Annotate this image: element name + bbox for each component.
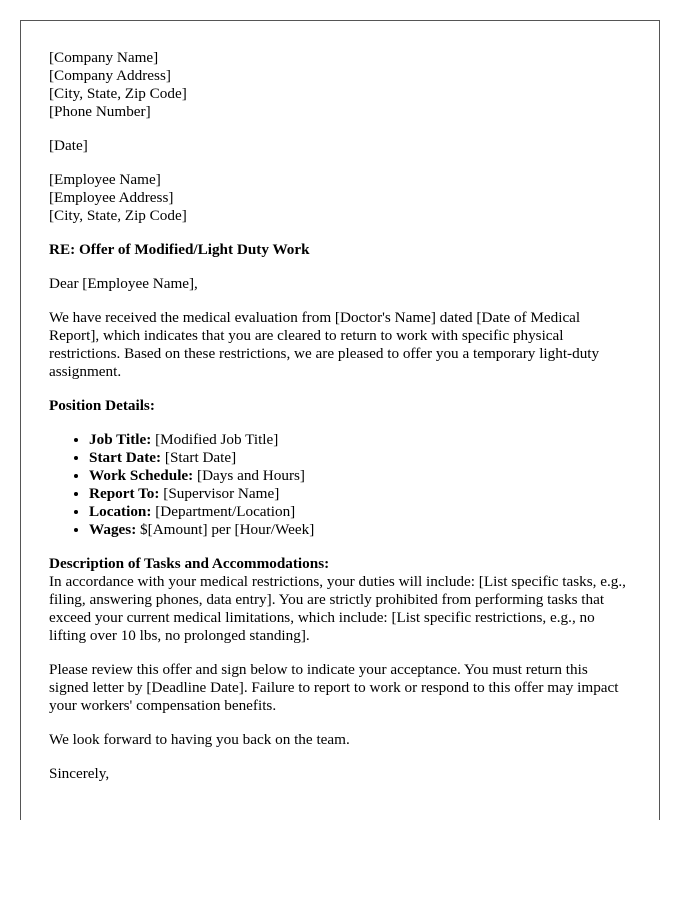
letter-date: [Date]: [49, 137, 88, 154]
work-schedule-value: [Days and Hours]: [193, 467, 305, 484]
tasks-text: In accordance with your medical restrictions, your duties will include: [List specific tasks, e.g., filing, answering phones, data entry]. You are strictly prohibited from performing tasks that exceed your current medical limitations, which include: [List specific restrictions, e.g., no lifting over 10 lbs, no prolonged standing].: [49, 573, 626, 644]
recipient-block: [49, 171, 631, 225]
work-schedule-label: Work Schedule:: [89, 467, 194, 484]
position-details-list: [49, 431, 631, 539]
sender-company-address: [Company Address]: [49, 67, 171, 84]
sender-block: [49, 49, 631, 121]
subject-line: RE: Offer of Modified/Light Duty Work: [49, 241, 310, 258]
recipient-address: [Employee Address]: [49, 189, 174, 206]
job-title-value: [Modified Job Title]: [151, 431, 279, 448]
report-to-value: [Supervisor Name]: [159, 485, 280, 502]
salutation: Dear [Employee Name],: [49, 275, 198, 292]
position-details-heading: Position Details:: [49, 397, 155, 414]
location-label: Location:: [89, 503, 152, 520]
recipient-name: [Employee Name]: [49, 171, 161, 188]
sign-off: Sincerely,: [49, 765, 110, 782]
wages-label: Wages:: [89, 521, 137, 538]
list-item-start-date: [89, 449, 631, 467]
start-date-value: [Start Date]: [161, 449, 237, 466]
sender-city-state-zip: [City, State, Zip Code]: [49, 85, 187, 102]
list-item-job-title: [89, 431, 631, 449]
recipient-city-state-zip: [City, State, Zip Code]: [49, 207, 187, 224]
list-item-wages: [89, 521, 631, 539]
letter-content: [21, 21, 659, 783]
list-item-work-schedule: [89, 467, 631, 485]
wages-value: $[Amount] per [Hour/Week]: [136, 521, 315, 538]
job-title-label: Job Title:: [89, 431, 152, 448]
report-to-label: Report To:: [89, 485, 160, 502]
tasks-section: [49, 555, 631, 645]
location-value: [Department/Location]: [151, 503, 296, 520]
sender-phone: [Phone Number]: [49, 103, 151, 120]
list-item-location: [89, 503, 631, 521]
list-item-report-to: [89, 485, 631, 503]
sender-company-name: [Company Name]: [49, 49, 159, 66]
review-paragraph: Please review this offer and sign below to indicate your acceptance. You must return this signed letter by [Deadline Date]. Failure to report to work or respond to this offer may impact your workers' compensation benefits.: [49, 661, 619, 714]
tasks-heading: Description of Tasks and Accommodations:: [49, 555, 330, 572]
start-date-label: Start Date:: [89, 449, 162, 466]
intro-paragraph: We have received the medical evaluation from [Doctor's Name] dated [Date of Medical Report], which indicates that you are cleared to return to work with specific physical restrictions. Based on these restrictions, we are pleased to offer you a temporary light-duty assignment.: [49, 309, 600, 380]
letter-page: [20, 20, 660, 820]
closing-paragraph: We look forward to having you back on the team.: [49, 731, 350, 748]
